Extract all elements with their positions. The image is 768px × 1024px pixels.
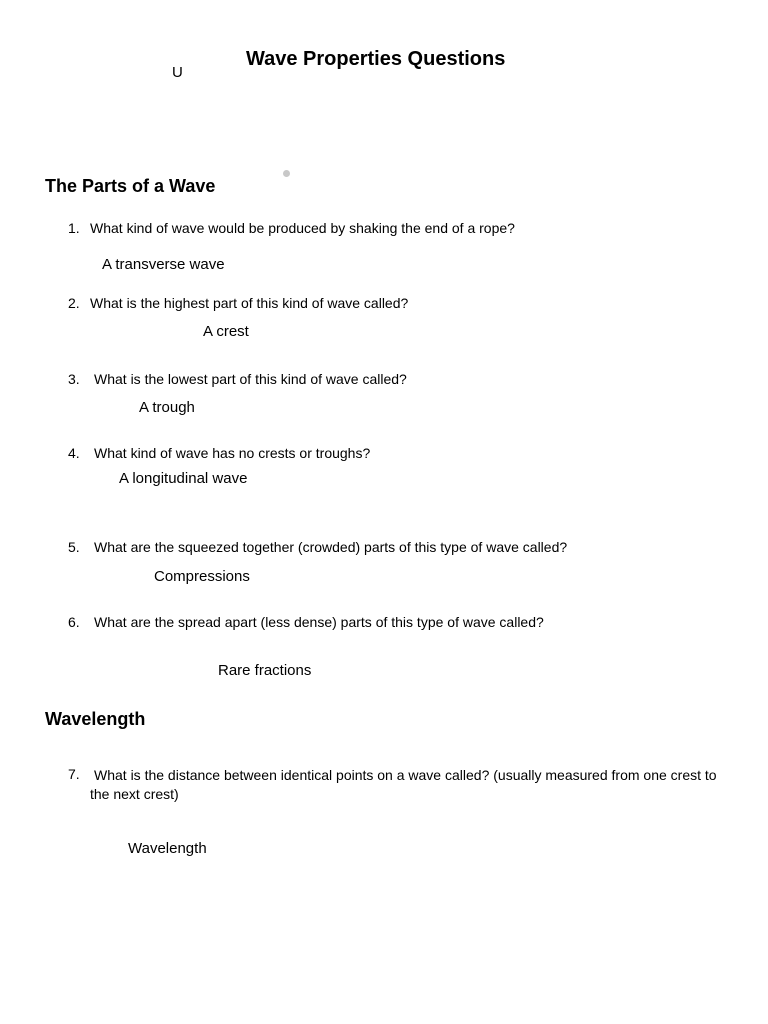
stray-speck <box>283 170 290 177</box>
question-number: 3. <box>68 371 80 387</box>
question-number: 1. <box>68 220 80 236</box>
question-number: 5. <box>68 539 80 555</box>
question-text: What kind of wave would be produced by shaking the end of a rope? <box>90 220 515 236</box>
answer-text: Wavelength <box>128 840 207 857</box>
answer-text: Compressions <box>154 568 250 585</box>
answer-text: A crest <box>203 323 249 340</box>
question-text: What are the spread apart (less dense) parts of this type of wave called? <box>94 614 544 630</box>
section-heading-wavelength: Wavelength <box>45 709 146 729</box>
question-number: 6. <box>68 614 80 630</box>
section-heading-parts-of-wave: The Parts of a Wave <box>45 176 216 196</box>
question-number: 4. <box>68 445 80 461</box>
question-number: 2. <box>68 295 80 311</box>
question-text: What are the squeezed together (crowded) parts of this type of wave called? <box>94 539 568 555</box>
answer-text: A longitudinal wave <box>119 470 248 487</box>
question-text: What is the highest part of this kind of wave called? <box>90 295 409 311</box>
question-text: What is the lowest part of this kind of wave called? <box>94 371 407 387</box>
stray-letter-mark: U <box>172 64 183 81</box>
answer-text: Rare fractions <box>218 662 312 679</box>
answer-text: A transverse wave <box>102 256 225 273</box>
question-text: What kind of wave has no crests or troughs? <box>94 445 371 461</box>
answer-text: A trough <box>139 399 195 416</box>
page-title: Wave Properties Questions <box>246 48 506 70</box>
question-text: What is the distance between identical points on a wave called? (usually measured from one crest to the next crest) <box>90 767 717 802</box>
question-number: 7. <box>68 766 80 782</box>
